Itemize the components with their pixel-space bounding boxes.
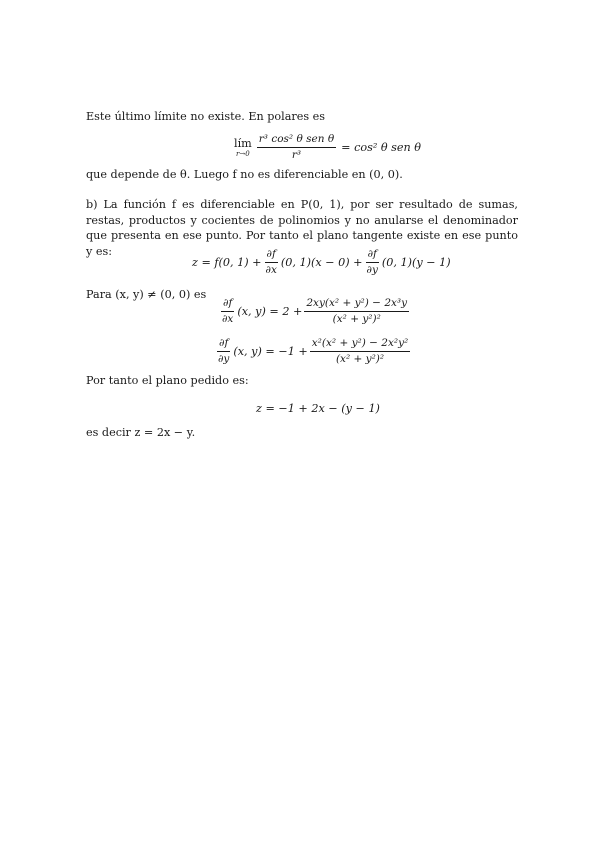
dfdx-rhs-fraction <box>304 297 409 326</box>
paragraph-plane-requested: Por tanto el plano pedido es: <box>86 374 249 387</box>
partial-x-denominator: ∂x <box>265 264 277 276</box>
partial-y-fraction <box>365 248 380 277</box>
dfdy-rhs-fraction <box>310 337 411 366</box>
dfdx-rhs-denominator: (x² + y²)² <box>332 313 381 325</box>
polar-denominator: r³ <box>291 149 302 161</box>
paragraph-depends-theta: que depende de θ. Luego f no es diferenciable en (0, 0). <box>86 168 403 181</box>
tangent-middle: (0, 1)(x − 0) + <box>280 256 363 269</box>
limit-operator <box>234 138 252 158</box>
dfdy-middle: (x, y) = −1 + <box>233 345 308 358</box>
partial-x-fraction <box>264 248 279 277</box>
paragraph-for-xy: Para (x, y) ≠ (0, 0) es <box>86 288 207 301</box>
equation-tangent-plane <box>192 248 451 277</box>
polar-fraction <box>257 133 336 162</box>
polar-rhs: = cos² θ sen θ <box>341 141 422 154</box>
dfdy-denominator: ∂y <box>218 353 230 365</box>
dfdy-rhs-numerator: x²(x² + y²) − 2x²y² <box>310 337 411 352</box>
dfdx-numerator: ∂f <box>221 297 234 312</box>
tangent-lhs: z = f(0, 1) + <box>192 256 262 269</box>
dfdy-rhs-denominator: (x² + y²)² <box>335 353 385 365</box>
dfdx-rhs-numerator: 2xy(x² + y²) − 2x³y <box>304 297 409 312</box>
dfdx-fraction <box>220 297 235 326</box>
equation-partial-y <box>214 337 412 366</box>
dfdy-numerator: ∂f <box>217 337 230 352</box>
dfdx-denominator: ∂x <box>222 313 234 325</box>
paragraph-part-b: b) La función f es diferenciable en P(0, 1), por ser resultado de sumas, restas, productos y cocientes de polinomios y no anularse el denominador que presenta en ese punto. Por tanto el plano tangente existe en ese punto y es: <box>86 198 518 258</box>
equation-polar-limit <box>234 133 421 162</box>
dfdy-fraction <box>216 337 231 366</box>
limit-subscript: r→0 <box>236 149 250 158</box>
paragraph-limit-not-exists: Este último límite no existe. En polares es <box>86 110 326 123</box>
dfdx-middle: (x, y) = 2 + <box>237 305 303 318</box>
tangent-tail: (0, 1)(y − 1) <box>381 256 451 269</box>
equation-plane: z = −1 + 2x − (y − 1) <box>256 402 380 415</box>
polar-numerator: r³ cos² θ sen θ <box>257 133 336 148</box>
equation-partial-x <box>218 297 411 326</box>
limit-label: lím <box>234 136 252 150</box>
paragraph-conclusion: es decir z = 2x − y. <box>86 426 196 439</box>
partial-y-denominator: ∂y <box>366 264 378 276</box>
partial-x-numerator: ∂f <box>265 248 278 263</box>
partial-y-numerator: ∂f <box>366 248 379 263</box>
